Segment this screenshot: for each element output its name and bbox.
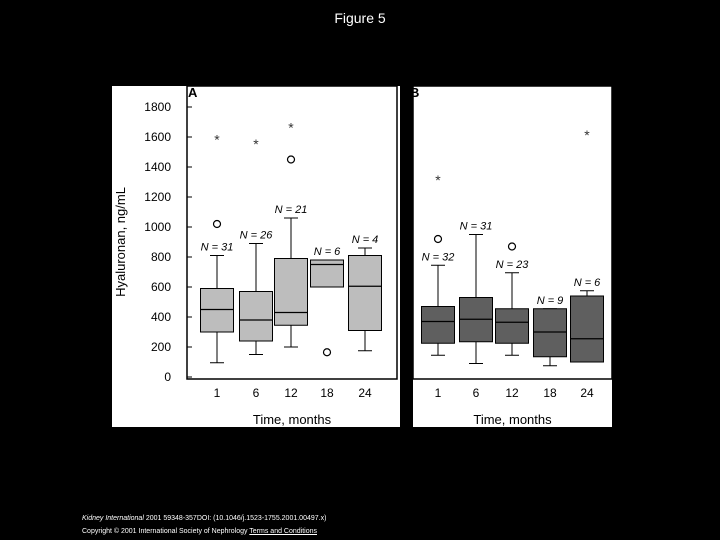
outlier-asterisk: * bbox=[253, 136, 259, 152]
n-label: N = 9 bbox=[536, 294, 564, 307]
y-tick-label: 1600 bbox=[144, 130, 171, 144]
n-label: N = 32 bbox=[421, 251, 455, 264]
y-axis-label: Hyaluronan, ng/mL bbox=[113, 187, 128, 297]
n-label: N = 4 bbox=[351, 234, 379, 246]
panel-label-B: B bbox=[410, 86, 420, 100]
x-tick-label: 24 bbox=[580, 386, 594, 400]
copyright-line bbox=[82, 528, 317, 535]
n-label: N = 26 bbox=[239, 229, 273, 242]
panel-label-A: A bbox=[188, 86, 198, 100]
citation-line bbox=[82, 515, 326, 522]
y-tick-label: 600 bbox=[150, 280, 171, 294]
citation-text: 2001 59348-357DOI: (10.1046/j.1523-1755.2001.00497.x) bbox=[143, 515, 327, 522]
box-B-24 bbox=[571, 296, 604, 362]
copyright-text: Copyright © 2001 International Society of Nephrology bbox=[82, 528, 250, 535]
n-label: N = 6 bbox=[573, 276, 601, 289]
outlier-asterisk: * bbox=[435, 172, 441, 188]
y-tick-label: 800 bbox=[150, 250, 171, 264]
outlier-circle bbox=[324, 349, 331, 356]
y-tick-label: 0 bbox=[164, 370, 171, 384]
figure-title: Figure 5 bbox=[334, 10, 386, 26]
y-tick-label: 1800 bbox=[144, 100, 171, 114]
x-tick-label: 6 bbox=[252, 386, 260, 400]
box-A-24 bbox=[349, 256, 382, 331]
outlier-circle bbox=[214, 221, 221, 228]
x-tick-label: 1 bbox=[434, 386, 442, 400]
x-tick-label: 12 bbox=[284, 386, 298, 400]
y-tick-label: 1200 bbox=[144, 190, 171, 204]
box-B-18 bbox=[534, 309, 567, 357]
outlier-circle bbox=[435, 236, 442, 243]
n-label: N = 31 bbox=[200, 241, 234, 254]
box-A-6 bbox=[240, 292, 273, 342]
outlier-asterisk: * bbox=[288, 119, 294, 136]
outlier-circle bbox=[509, 243, 516, 250]
x-tick-label: 18 bbox=[320, 386, 334, 400]
figure-panel bbox=[112, 86, 612, 427]
n-label: N = 6 bbox=[313, 246, 341, 258]
outlier-circle bbox=[288, 156, 295, 163]
box-A-1 bbox=[201, 289, 234, 333]
y-tick-label: 1400 bbox=[144, 160, 171, 174]
y-tick-label: 1000 bbox=[144, 220, 171, 234]
x-tick-label: 1 bbox=[213, 386, 221, 400]
n-label: N = 31 bbox=[459, 220, 493, 233]
box-B-1 bbox=[422, 307, 455, 344]
journal-name: Kidney International bbox=[82, 515, 144, 522]
boxplot-chart bbox=[112, 86, 612, 427]
y-tick-label: 200 bbox=[150, 340, 171, 354]
outlier-asterisk: * bbox=[584, 127, 590, 143]
outlier-asterisk: * bbox=[214, 131, 220, 148]
n-label: N = 23 bbox=[495, 258, 529, 271]
box-B-12 bbox=[496, 309, 529, 344]
x-axis-label-A: Time, months bbox=[252, 412, 332, 427]
x-tick-label: 6 bbox=[472, 386, 480, 400]
n-label: N = 21 bbox=[274, 204, 308, 216]
x-tick-label: 24 bbox=[358, 386, 372, 400]
x-axis-label-B: Time, months bbox=[473, 412, 552, 427]
x-tick-label: 18 bbox=[543, 386, 557, 400]
box-A-12 bbox=[275, 259, 308, 326]
panel-separator bbox=[400, 86, 413, 427]
y-tick-label: 400 bbox=[150, 310, 171, 324]
x-tick-label: 12 bbox=[505, 386, 519, 400]
terms-link[interactable]: Terms and Conditions bbox=[249, 528, 317, 535]
